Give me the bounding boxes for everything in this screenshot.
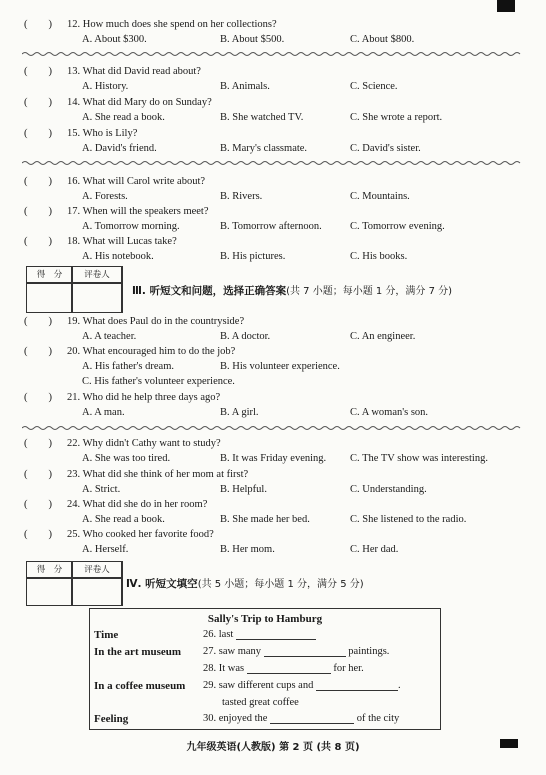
option-text: An engineer.: [361, 331, 416, 342]
question-number: 17.: [67, 206, 81, 217]
option-text: A woman's son.: [361, 407, 429, 418]
score-box: [26, 266, 122, 313]
option-letter: C.: [350, 514, 360, 525]
table-row: [203, 713, 399, 724]
question-stem: What will Lucas take?: [82, 236, 177, 247]
question-stem: What will Carol write about?: [82, 176, 206, 187]
row-text-after: of the city: [356, 713, 400, 724]
option-letter: B.: [220, 453, 230, 464]
answer-blank-30[interactable]: [270, 713, 354, 724]
row-text: enjoyed the: [218, 713, 268, 724]
answer-blank-28[interactable]: [247, 663, 331, 674]
option-letter: A.: [82, 143, 93, 154]
option-letter: A.: [82, 544, 93, 555]
option-text: She was too tired.: [94, 453, 171, 464]
row-text: saw many: [218, 646, 262, 657]
option-letter: B.: [220, 221, 230, 232]
option-text: His father's volunteer experience.: [94, 376, 235, 387]
option-letter: A.: [82, 407, 93, 418]
question-stem: What does Paul do in the countryside?: [82, 316, 245, 327]
option-text: She read a book.: [94, 514, 165, 525]
option-text: His pictures.: [232, 251, 286, 262]
option-text: Her mom.: [232, 544, 275, 555]
option-text: Strict.: [94, 484, 121, 495]
question-number: 18.: [67, 236, 81, 247]
row-text-after: for her.: [333, 663, 364, 674]
answer-blank-27[interactable]: [264, 646, 346, 657]
section-3-title: [132, 282, 452, 298]
option-text: A teacher.: [94, 331, 137, 342]
option-text: Tomorrow afternoon.: [232, 221, 322, 232]
question-number: 13.: [67, 66, 81, 77]
option-letter: B.: [220, 34, 230, 45]
option-letter: A.: [82, 484, 93, 495]
option-letter: B.: [220, 81, 230, 92]
row-label: Feeling: [94, 713, 129, 725]
row-label: Time: [94, 629, 119, 641]
question-number: 19.: [67, 316, 81, 327]
score-field[interactable]: [26, 282, 73, 313]
answer-paren[interactable]: ( ): [24, 19, 52, 30]
question-number: 24.: [67, 499, 81, 510]
option-letter: B.: [220, 484, 230, 495]
blank-number: 30.: [203, 713, 217, 724]
option-text: Her dad.: [362, 544, 399, 555]
question-stem: What did Mary do on Sunday?: [82, 97, 212, 108]
score-box: [26, 561, 122, 606]
section-4-note: (共 5 小题；每小题 1 分，满分 5 分): [197, 579, 364, 590]
option-letter: B.: [220, 143, 230, 154]
option-text: Rivers.: [232, 191, 263, 202]
option-letter: C.: [350, 453, 360, 464]
question-stem: What did David read about?: [82, 66, 201, 77]
answer-blank-26[interactable]: [236, 629, 316, 640]
option-letter: B.: [220, 112, 230, 123]
option-letter: A.: [82, 221, 93, 232]
option-text: It was Friday evening.: [232, 453, 327, 464]
blank-number: 28.: [203, 663, 217, 674]
table-row: [203, 646, 389, 657]
option-text: Forests.: [94, 191, 128, 202]
row-text: saw different cups and: [218, 680, 314, 691]
option-letter: C.: [350, 331, 360, 342]
option-text: His volunteer experience.: [232, 361, 340, 372]
option-text: Tomorrow evening.: [362, 221, 445, 232]
option-letter: B.: [220, 544, 230, 555]
score-label: 得 分: [26, 266, 73, 284]
row-text: tasted great coffee: [222, 697, 299, 708]
option-text: The TV show was interesting.: [362, 453, 488, 464]
answer-paren[interactable]: ( ): [24, 236, 52, 247]
option-text: History.: [94, 81, 129, 92]
option-letter: B.: [220, 407, 230, 418]
question-number: 23.: [67, 469, 81, 480]
section-3-heading: Ⅲ. 听短文和问题，选择正确答案: [132, 285, 287, 297]
option-text: She read a book.: [94, 112, 165, 123]
table-row: [203, 663, 364, 674]
answer-paren[interactable]: ( ): [24, 316, 52, 327]
answer-paren[interactable]: ( ): [24, 499, 52, 510]
row-text-after: .: [397, 680, 401, 691]
option-letter: A.: [82, 331, 93, 342]
answer-paren[interactable]: ( ): [24, 66, 52, 77]
question-number: 25.: [67, 529, 81, 540]
option-letter: B.: [220, 514, 230, 525]
option-text: About $300.: [94, 34, 147, 45]
option-letter: A.: [82, 81, 93, 92]
option-text: His father's dream.: [94, 361, 174, 372]
option-text: She wrote a report.: [362, 112, 443, 123]
page-footer: 九年级英语(人教版) 第 2 页 (共 8 页): [186, 742, 360, 753]
answer-paren[interactable]: ( ): [24, 469, 52, 480]
option-letter: B.: [220, 331, 230, 342]
option-text: Animals.: [231, 81, 270, 92]
option-letter: A.: [82, 112, 93, 123]
option-text: She made her bed.: [232, 514, 310, 525]
option-letter: A.: [82, 361, 93, 372]
grader-label: 评卷人: [71, 561, 123, 579]
option-text: A man.: [94, 407, 125, 418]
option-text: Mary's classmate.: [232, 143, 308, 154]
table-row: [203, 629, 316, 640]
option-letter: B.: [220, 361, 230, 372]
question-stem: What did she think of her mom at first?: [82, 469, 249, 480]
answer-paren[interactable]: ( ): [24, 529, 52, 540]
option-letter: C.: [350, 112, 360, 123]
option-text: Herself.: [94, 544, 129, 555]
question-stem: How much does she spend on her collections?: [82, 19, 277, 30]
table-row: [222, 697, 299, 708]
question-number: 15.: [67, 128, 81, 139]
option-text: She watched TV.: [232, 112, 304, 123]
answer-paren[interactable]: ( ): [24, 438, 52, 449]
row-label: In a coffee museum: [94, 680, 186, 692]
option-text: Science.: [362, 81, 398, 92]
option-text: David's sister.: [362, 143, 421, 154]
answer-paren[interactable]: ( ): [24, 392, 52, 403]
option-text: Tomorrow morning.: [94, 221, 180, 232]
option-text: Understanding.: [362, 484, 427, 495]
score-label: 得 分: [26, 561, 73, 579]
grader-field[interactable]: [71, 282, 123, 313]
option-letter: A.: [82, 453, 93, 464]
question-stem: Who cooked her favorite food?: [82, 529, 214, 540]
question-number: 14.: [67, 97, 81, 108]
wavy-divider: [22, 425, 522, 431]
option-letter: C.: [350, 221, 360, 232]
option-letter: C.: [82, 376, 92, 387]
answer-paren[interactable]: ( ): [24, 176, 52, 187]
wavy-divider: [22, 51, 522, 57]
row-text: It was: [218, 663, 245, 674]
option-letter: C.: [350, 544, 360, 555]
option-letter: C.: [350, 484, 360, 495]
question-stem: Who is Lily?: [82, 128, 138, 139]
option-letter: C.: [350, 81, 360, 92]
option-text: About $800.: [361, 34, 415, 45]
trip-table: [89, 608, 441, 730]
option-letter: A.: [82, 34, 93, 45]
section-3-note: (共 7 小题；每小题 1 分，满分 7 分): [286, 286, 453, 297]
option-letter: A.: [82, 251, 93, 262]
option-letter: B.: [220, 191, 230, 202]
option-text: She listened to the radio.: [362, 514, 467, 525]
option-letter: C.: [350, 34, 360, 45]
option-letter: B.: [220, 251, 230, 262]
blank-number: 26.: [203, 629, 217, 640]
option-text: David's friend.: [94, 143, 157, 154]
table-title: Sally's Trip to Hamburg: [207, 613, 323, 625]
question-stem: Who did he help three days ago?: [82, 392, 221, 403]
question-stem: Why didn't Cathy want to study?: [82, 438, 221, 449]
option-letter: A.: [82, 191, 93, 202]
answer-paren[interactable]: ( ): [24, 128, 52, 139]
wavy-divider: [22, 160, 522, 166]
answer-blank-29[interactable]: [316, 680, 398, 691]
question-number: 16.: [67, 176, 81, 187]
question-number: 21.: [67, 392, 81, 403]
section-4-title: [126, 575, 364, 591]
answer-paren[interactable]: ( ): [24, 206, 52, 217]
answer-paren[interactable]: ( ): [24, 346, 52, 357]
option-text: Helpful.: [232, 484, 267, 495]
option-text: His books.: [362, 251, 408, 262]
corner-marker-top: [497, 0, 515, 12]
option-letter: C.: [350, 191, 360, 202]
question-stem: When will the speakers meet?: [82, 206, 209, 217]
blank-number: 27.: [203, 646, 217, 657]
option-text: Mountains.: [362, 191, 410, 202]
option-letter: C.: [350, 143, 360, 154]
score-field[interactable]: [26, 577, 73, 606]
question-stem: What did she do in her room?: [82, 499, 208, 510]
table-row: [203, 680, 401, 691]
grader-field[interactable]: [71, 577, 123, 606]
row-text: last: [218, 629, 234, 640]
section-4-heading: Ⅳ. 听短文填空: [126, 578, 198, 590]
question-stem: What encouraged him to do the job?: [82, 346, 236, 357]
question-number: 12.: [67, 19, 81, 30]
blank-number: 29.: [203, 680, 217, 691]
option-letter: C.: [350, 251, 360, 262]
option-letter: C.: [350, 407, 360, 418]
option-text: A girl.: [231, 407, 259, 418]
option-text: About $500.: [231, 34, 285, 45]
option-text: A doctor.: [231, 331, 271, 342]
option-letter: A.: [82, 514, 93, 525]
row-label: In the art museum: [94, 646, 182, 658]
question-number: 22.: [67, 438, 81, 449]
option-text: His notebook.: [94, 251, 154, 262]
question-number: 20.: [67, 346, 81, 357]
answer-paren[interactable]: ( ): [24, 97, 52, 108]
grader-label: 评卷人: [71, 266, 123, 284]
row-text-after: paintings.: [348, 646, 390, 657]
